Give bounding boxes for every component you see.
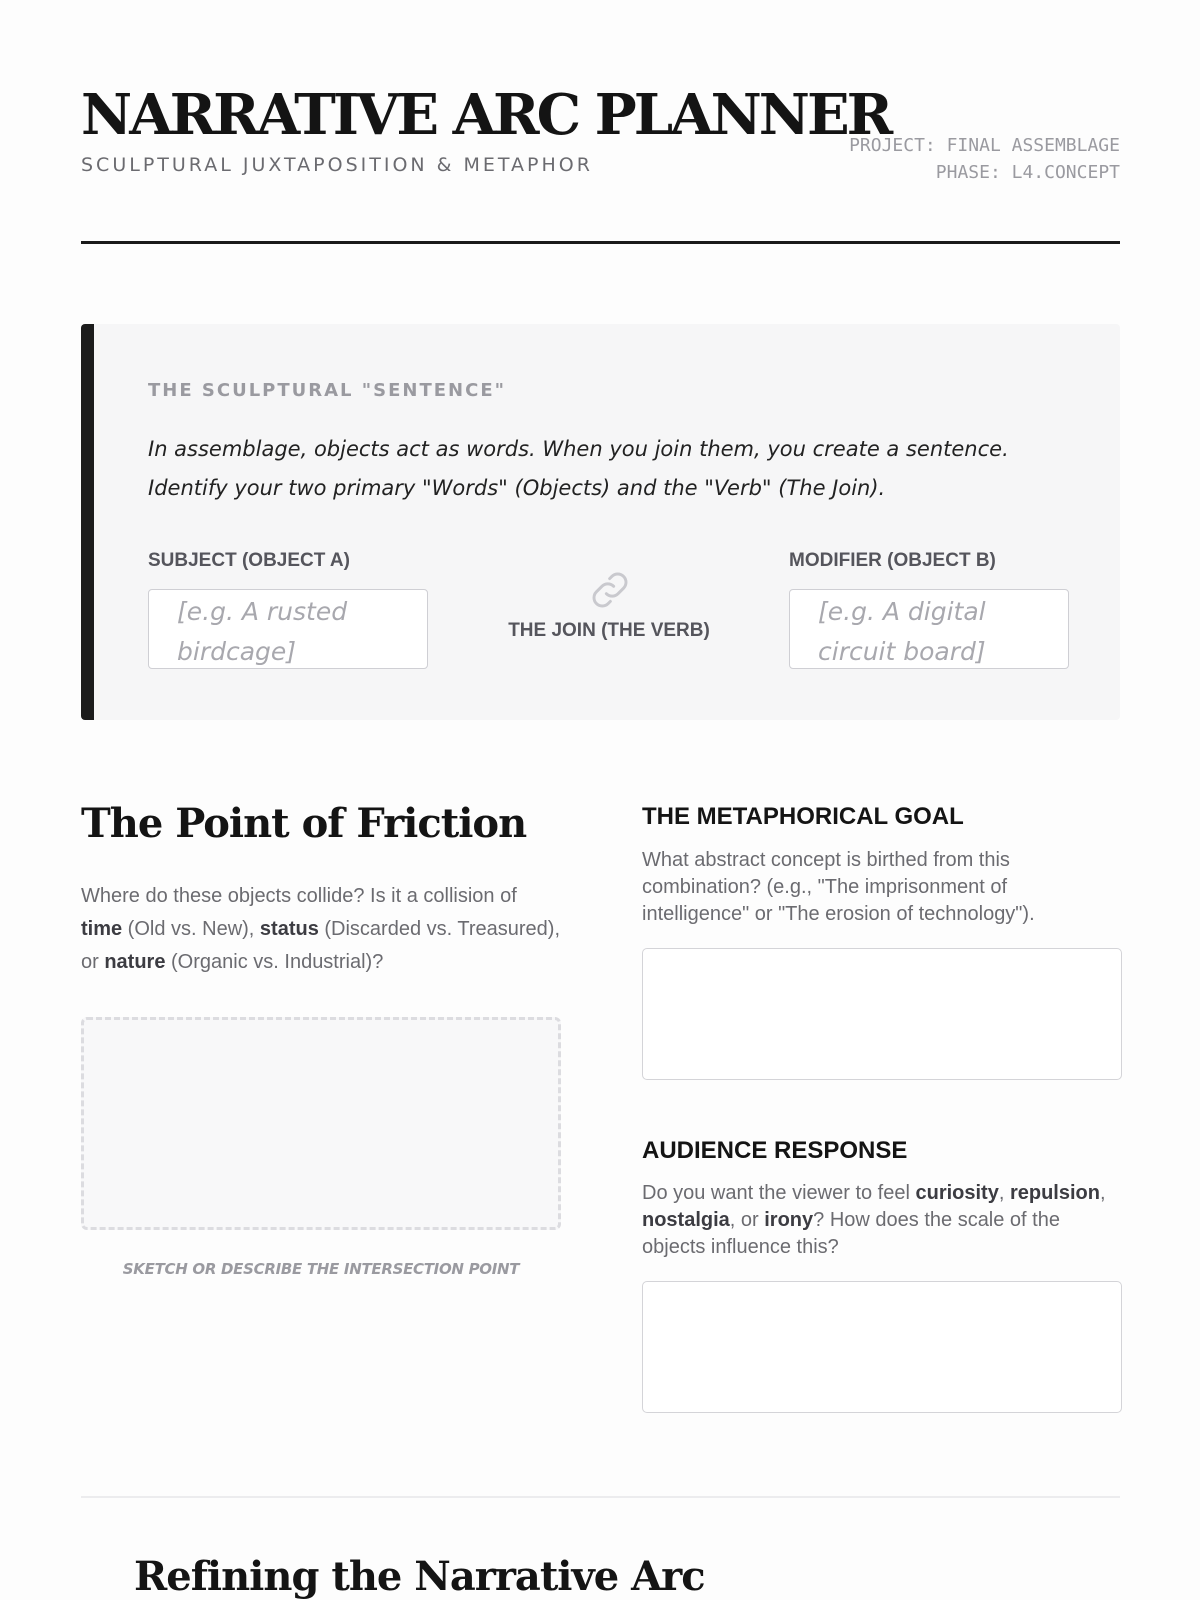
narrative-arc-heading: Refining the Narrative Arc: [134, 1553, 705, 1600]
metaphor-answer-field[interactable]: [642, 948, 1122, 1080]
page-header: [81, 80, 1120, 244]
join-label: THE JOIN (THE VERB): [508, 620, 710, 641]
link-icon: [588, 568, 632, 612]
friction-description: Where do these objects collide? Is it a collision of time (Old vs. New), status (Discarded vs. Treasured), or nature (Organic vs. Industrial)?: [81, 885, 561, 973]
modifier-label: MODIFIER (OBJECT B): [789, 550, 996, 571]
modifier-input[interactable]: [e.g. A digital circuit board]: [789, 589, 1069, 669]
subject-label: SUBJECT (OBJECT A): [148, 550, 350, 571]
sentence-intro: In assemblage, objects act as words. When you join them, you create a sentence. Identify your two primary "Words" (Objects) and the "Verb" (The Join).: [148, 437, 1009, 500]
audience-answer-field[interactable]: [642, 1281, 1122, 1413]
project-phase: PHASE: L4.CONCEPT: [935, 162, 1120, 183]
sketch-area[interactable]: [81, 1017, 561, 1230]
audience-description: Do you want the viewer to feel curiosity, repulsion, nostalgia, or irony? How does the scale of the objects influence this?: [642, 1182, 1106, 1258]
metaphor-heading: THE METAPHORICAL GOAL: [642, 803, 964, 830]
project-name: PROJECT: FINAL ASSEMBLAGE: [849, 135, 1120, 156]
page-title: NARRATIVE ARC PLANNER: [81, 82, 891, 148]
audience-heading: AUDIENCE RESPONSE: [642, 1137, 908, 1164]
friction-heading: The Point of Friction: [81, 800, 527, 847]
section-divider: [81, 1496, 1120, 1498]
sketch-caption: SKETCH OR DESCRIBE THE INTERSECTION POINT: [122, 1260, 520, 1278]
project-meta: [849, 132, 1120, 186]
metaphor-description: What abstract concept is birthed from this combination? (e.g., "The imprisonment of intelligence" or "The erosion of technology").: [642, 849, 1035, 925]
subject-input[interactable]: [e.g. A rusted birdcage]: [148, 589, 428, 669]
sentence-label: THE SCULPTURAL "SENTENCE": [148, 380, 507, 401]
sculptural-sentence-card: [81, 324, 1120, 720]
page-subtitle: SCULPTURAL JUXTAPOSITION & METAPHOR: [81, 154, 593, 176]
